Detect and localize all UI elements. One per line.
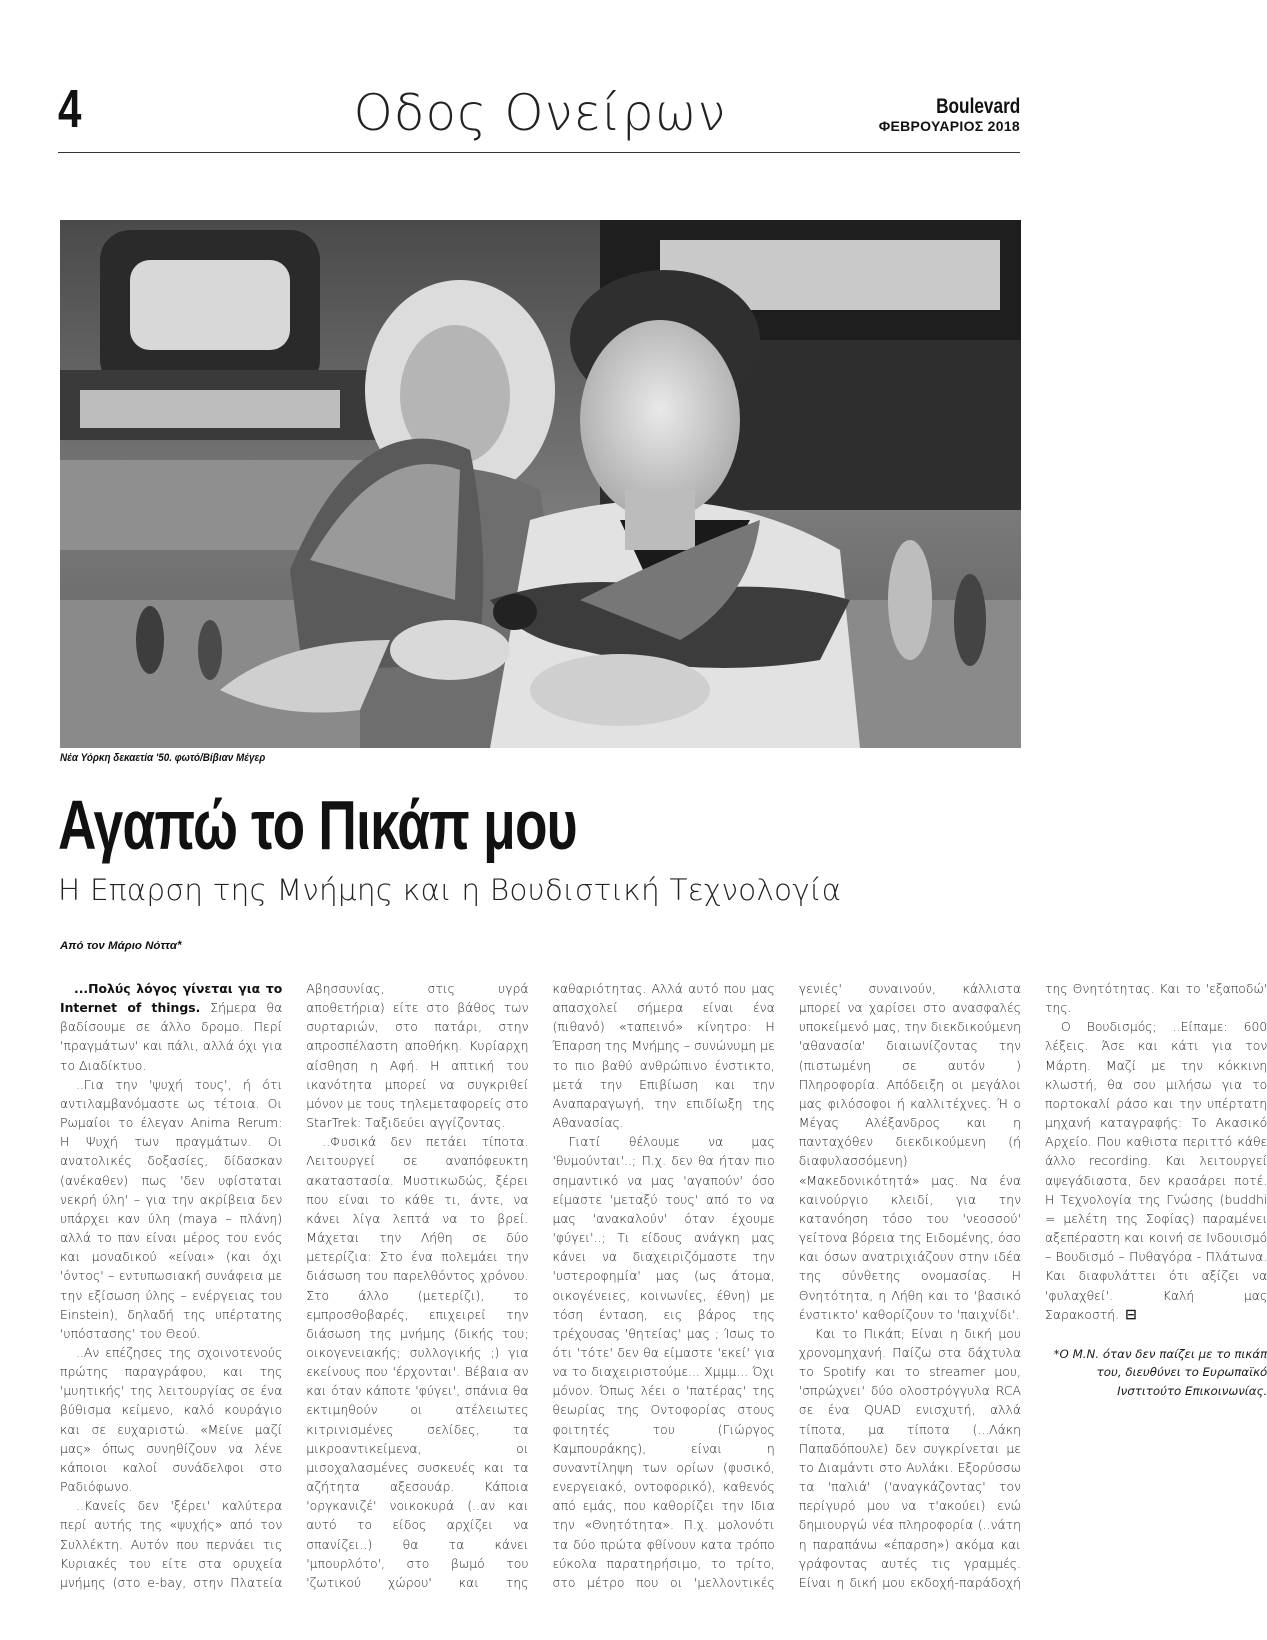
issue-date: ΦΕΒΡΟΥΑΡΙΟΣ 2018 xyxy=(878,118,1020,134)
page-number: 4 xyxy=(58,79,82,139)
section-title: Οδος Ονείρων xyxy=(353,84,727,142)
article-paragraph: ..Κανείς δεν 'ξέρει' καλύτερα περί αυτής της «ψυχής» από τον Συλλέκτη. Αυτόν που περνάει τις Κυριακές του είτε στα ορυχεία μνήμης (στο e-bay, στην Πλατεία Αβησσυνίας, στις υγρά αποθετήρια) είτε στο βάθος των συρταριών, στο πατάρι, στην απροσπέλαστη αποθήκη. Κυρίαρχη αίσθηση η Αφή. Η απτική του ικανότητα μπορεί να συγκριθεί μόνον με τους τηλεμεταφορείς στο StarTrek: Ταξιδεύει αγγίζοντας. xyxy=(60,981,529,1590)
article-paragraph: Γιατί θέλουμε να μας 'θυμούνται'..; Π.χ. δεν θα ήταν πιο σημαντικό να μας 'αγαπούν' όσο είμαστε 'μεταξύ τους' από το να μας 'ανακαλούν' όταν έχουμε 'φύγει'..; Τι είδους ανάγκη μας κάνει να διαχειριζόμαστε την 'υστεροφημία' μας (ως άτομα, οικογένειες, κοινωνίες, έθνη) με τόση ένταση, εις βάρος της τρέχουσας 'θητείας' μας ; Ίσως το ότι 'τότε' δεν θα είμαστε 'εκεί' για να το διαχειριστούμε... Χμμμ... Όχι μόνον. Όπως λέει ο 'πατέρας' της θεωρίας της Οντοφορίας στους φοιτητές του (Γιώργος Καμπουράκης), είναι η συναντίληψη των ορίων (φυσικό, ενεργειακό, οντοφορικό), καθενός από εμάς, που καθορίζει την Ιδια την «Θνητότητα». Π.χ. μολονότι τα δύο πρώτα φθίνουν κατα τρόπο εύκολα παρατηρήσιμο, το τρίτο, στο μέτρο που οι 'μελλοντικές γενιές' συναινούν, κάλλιστα μπορεί να χαρίσει στο ανασφαλές υποκείμενό μας, την διεκδικούμενη 'αθανασία' διαιωνίζοντας την (πιστωμένη σε αυτόν ) Πληροφορία. Απόδειξη οι μεγάλοι μας φιλόσοφοι ή καλλιτέχνες. Ή ο Μέγας Αλέξανδρος και η πανταχόθεν διεκδικούμενη (ή διαφυλασσόμενη) «Μακεδονικότητά» μας. Να ένα καινούργιο κλειδί, για την κατανόηση τόσο του 'νεοσσού' γείτονα βόρεια της Ειδομένης, όσο και όσων ανατριχιάζουν στην ιδέα της σύνθετης ονομασίας. Η Θνητότητα, η Λήθη και το 'βασικό ένστικτο' καθορίζουν το 'παιχνίδι'. xyxy=(552,981,1021,1590)
photo-illustration xyxy=(60,220,1021,748)
photo-caption: Νέα Υόρκη δεκαετία '50. φωτό/Βίβιαν Μέγερ xyxy=(60,752,266,764)
lead-in: ...Πολύς λόγος γίνεται για το Internet of things. xyxy=(60,981,283,1016)
header-divider xyxy=(58,152,1020,153)
article-headline: Αγαπώ το Πικάπ μου xyxy=(58,786,577,864)
article-paragraph: ..Για την 'ψυχή τους', ή ότι αντιλαμβανόμαστε ως τέτοια. Οι Ρωμαίοι το έλεγαν Anima Rerum: Η Ψυχή των πραγμάτων. Οι ανατολικές δοξασίες, δίδασκαν (ανέκαθεν) πως 'δεν υφίσταται νεκρή ύλη' – για την ακρίβεια δεν υπάρχει καν ύλη (maya – πλάνη) αλλά το παν είναι μέρος του ενός και μοναδικού «είναι» (και όχι 'όντος' – εντυπωσιακή συνάφεια με την εξίσωση ύλης – ενέργειας του Einstein), δηλαδή της υπέρτατης 'υπόστασης' του Θεού. xyxy=(60,1076,283,1341)
byline: Από τον Μάριο Νόττα* xyxy=(60,940,182,952)
article-subheadline: Η Επαρση της Μνήμης και η Βουδιστική Τεχνολογία xyxy=(58,873,842,907)
article-body xyxy=(60,979,1267,1594)
article-photo xyxy=(60,220,1021,748)
article-paragraph: Και το Πικάπ; Είναι η δική μου χρονομηχανή. Παίζω στα δάχτυλα το Spotify και το streamer μου, 'σπρώχνει' δύο ολοστρόγγυλα RCA σε ένα QUAD ενισχυτή, αλλά τίποτα, μα τίποτα (...Λάκη Παπαδόπουλε) δεν συγκρίνεται με το Διαμάντι στο Αυλάκι. Εξορύσσω τα 'παλιά' ('αναγκάζοντας' τον περίγυρό μου να τ'ακούει) ενώ δημιουργώ νέα πληροφορία (..νάτη η παραπάνω «έπαρση») ακόμα και γράφοντας αυτές τις γραμμές. Είναι η δική μου εκδοχή-παράδοχή της Θνητότητας. Και το 'εξαποδώ' της. xyxy=(798,981,1267,1590)
article-paragraph: ...Πολύς λόγος γίνεται για το Internet of things. Σήμερα θα βαδίσουμε σε άλλο δρομο. Περί 'πραγμάτων' και πάλι, αλλά όχι για το Διαδίκτυο. xyxy=(60,981,283,1073)
article-paragraph: ..Φυσικά δεν πετάει τίποτα. Λειτουργεί σε αναπόφευκτη ακαταστασία. Μυστικωδώς, ξέρει που είναι το κάθε τι, άντε, να κάνει λίγα λεπτά να το βρεί. Μάχεται την Λήθη σε δύο μετερίζια: Στο ένα πολεμάει την διάσωση του παρελθόντος χρόνου. Στο άλλο (μετερίζι), το εμπροσθοβαρές, επιχειρεί την διάσωση της μνήμης (δικής του; οικογενειακής; συλλογικής ;) για εκείνους που 'έρχονται'. Βέβαια αν και όταν κάποτε 'φύγει', σπάνια θα εκτιμηθούν οι ατέλειωτες κιτρινισμένες σελίδες, τα μικροαντικείμενα, οι μισοχαλασμένες συσκευές και τα αζήτητα αξεσουάρ. Κάποια 'οργκανιζέ' νοικοκυρά (..αν και αυτό το είδος αρχίζει να σπανίζει..) θα τα κάνει 'μπουρλότο', στο βωμό του 'ζωτικού χώρου' και της καθαριότητας. Αλλά αυτό που μας απασχολεί σήμερα είναι ένα (πιθανό) «ταπεινό» κίνητρο: Η Έπαρση της Μνήμης – συνώνυμη με το πιο βαθύ ανθρώπινο ένστικτο, μετά την Επιβίωση και την Αναπαραγωγή, την επιδίωξη της Αθανασίας. xyxy=(306,981,775,1590)
masthead xyxy=(879,96,1020,134)
author-note: *Ο Μ.Ν. όταν δεν παίζει με το πικάπ του, διευθύνει το Ευρωπαϊκό Ινστιτούτο Επικοινωνίας. xyxy=(1053,1346,1267,1398)
article-paragraph: ..Αν επέζησες της σχοινοτενούς πρώτης παραγράφου, και της 'μυητικής' της λειτουργίας σε ένα βύθισμα κείμενο, καλό κουράγιο και σε ευχαριστώ. «Μείνε μαζί μας» όπως συνηθίζουν να λένε κάποιοι καλοί συνάδελφοι στο Ραδιόφωνο. xyxy=(60,1344,283,1495)
brand-name: Boulevard xyxy=(935,95,1020,118)
article-paragraph: Ο Βουδισμός; ..Είπαμε: 600 λέξεις. Άσε και κάτι για τον Μάρτη. Μαζί με την κόκκινη κλωστή, θα σου μιλήσω για το πορτοκαλί ράσο και την υπέρτατη μηχανή καταγραφής: Το Ακασικό Αρχείο. Που καθιστα περιττό κάθε άλλο recording. Και λειτουργεί αψεγάδιαστα, δεν κρασάρει ποτέ. Η Τεχνολογία της Γνώσης (buddhi = μελέτη της Σοφίας) παραμένει αξεπέραστη και κοινή σε Ινδουισμό – Βουδισμό – Πυθαγόρα - Πλάτωνα. Και διαφυλάττει ότι αξίζει να 'φυλαχθεί'. Καλή μας Σαρακοστή. ⊟ xyxy=(1045,1019,1267,1323)
end-of-article-icon: ⊟ xyxy=(1125,1306,1137,1323)
